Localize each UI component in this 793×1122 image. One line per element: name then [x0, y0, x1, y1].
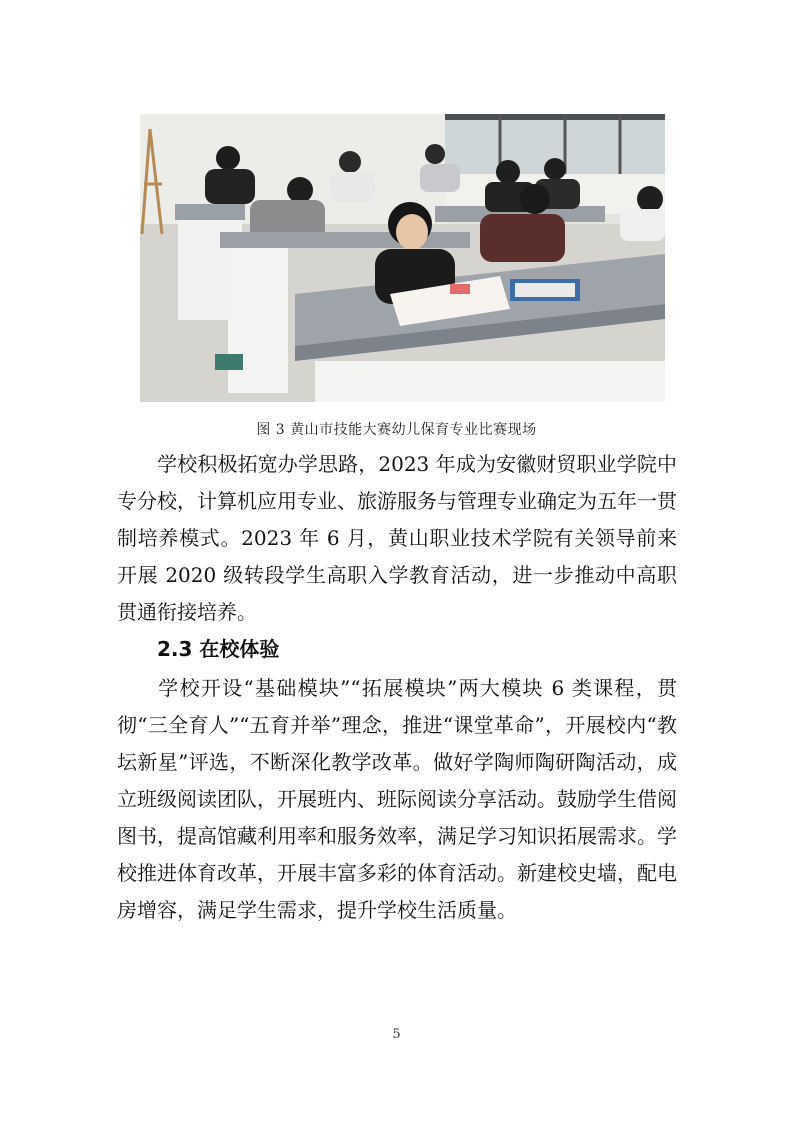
paragraph-school-experience — [117, 670, 677, 929]
paragraph-text: 学校积极拓宽办学思路，2023 年成为安徽财贸职业学院中专分校，计算机应用专业、旅游服务与管理专业确定为五年一贯制培养模式。2023 年 6 月，黄山职业技术学院有关领导前来开展 2020 级转段学生高职入学教育活动，进一步推动中高职贯通衔接培养。 — [117, 452, 677, 624]
page-number: 5 — [392, 1027, 401, 1042]
paragraph-text: 学校开设“基础模块”“拓展模块”两大模块 6 类课程，贯彻“三全育人”“五育并举”理念，推进“课堂革命”，开展校内“教坛新星”评选，不断深化教学改革。做好学陶师陶研陶活动，成立班级阅读团队，开展班内、班际阅读分享活动。鼓励学生借阅图书，提高馆藏利用率和服务效率，满足学习知识拓展需求。学校推进体育改革，开展丰富多彩的体育活动。新建校史墙，配电房增容，满足学生需求，提升学校生活质量。 — [117, 676, 677, 922]
paragraph-intro — [117, 446, 677, 631]
figure-caption: 图 3 黄山市技能大赛幼儿保育专业比赛现场 — [256, 422, 537, 438]
section-heading: 2.3 在校体验 — [157, 637, 280, 661]
competition-photo — [140, 114, 665, 402]
